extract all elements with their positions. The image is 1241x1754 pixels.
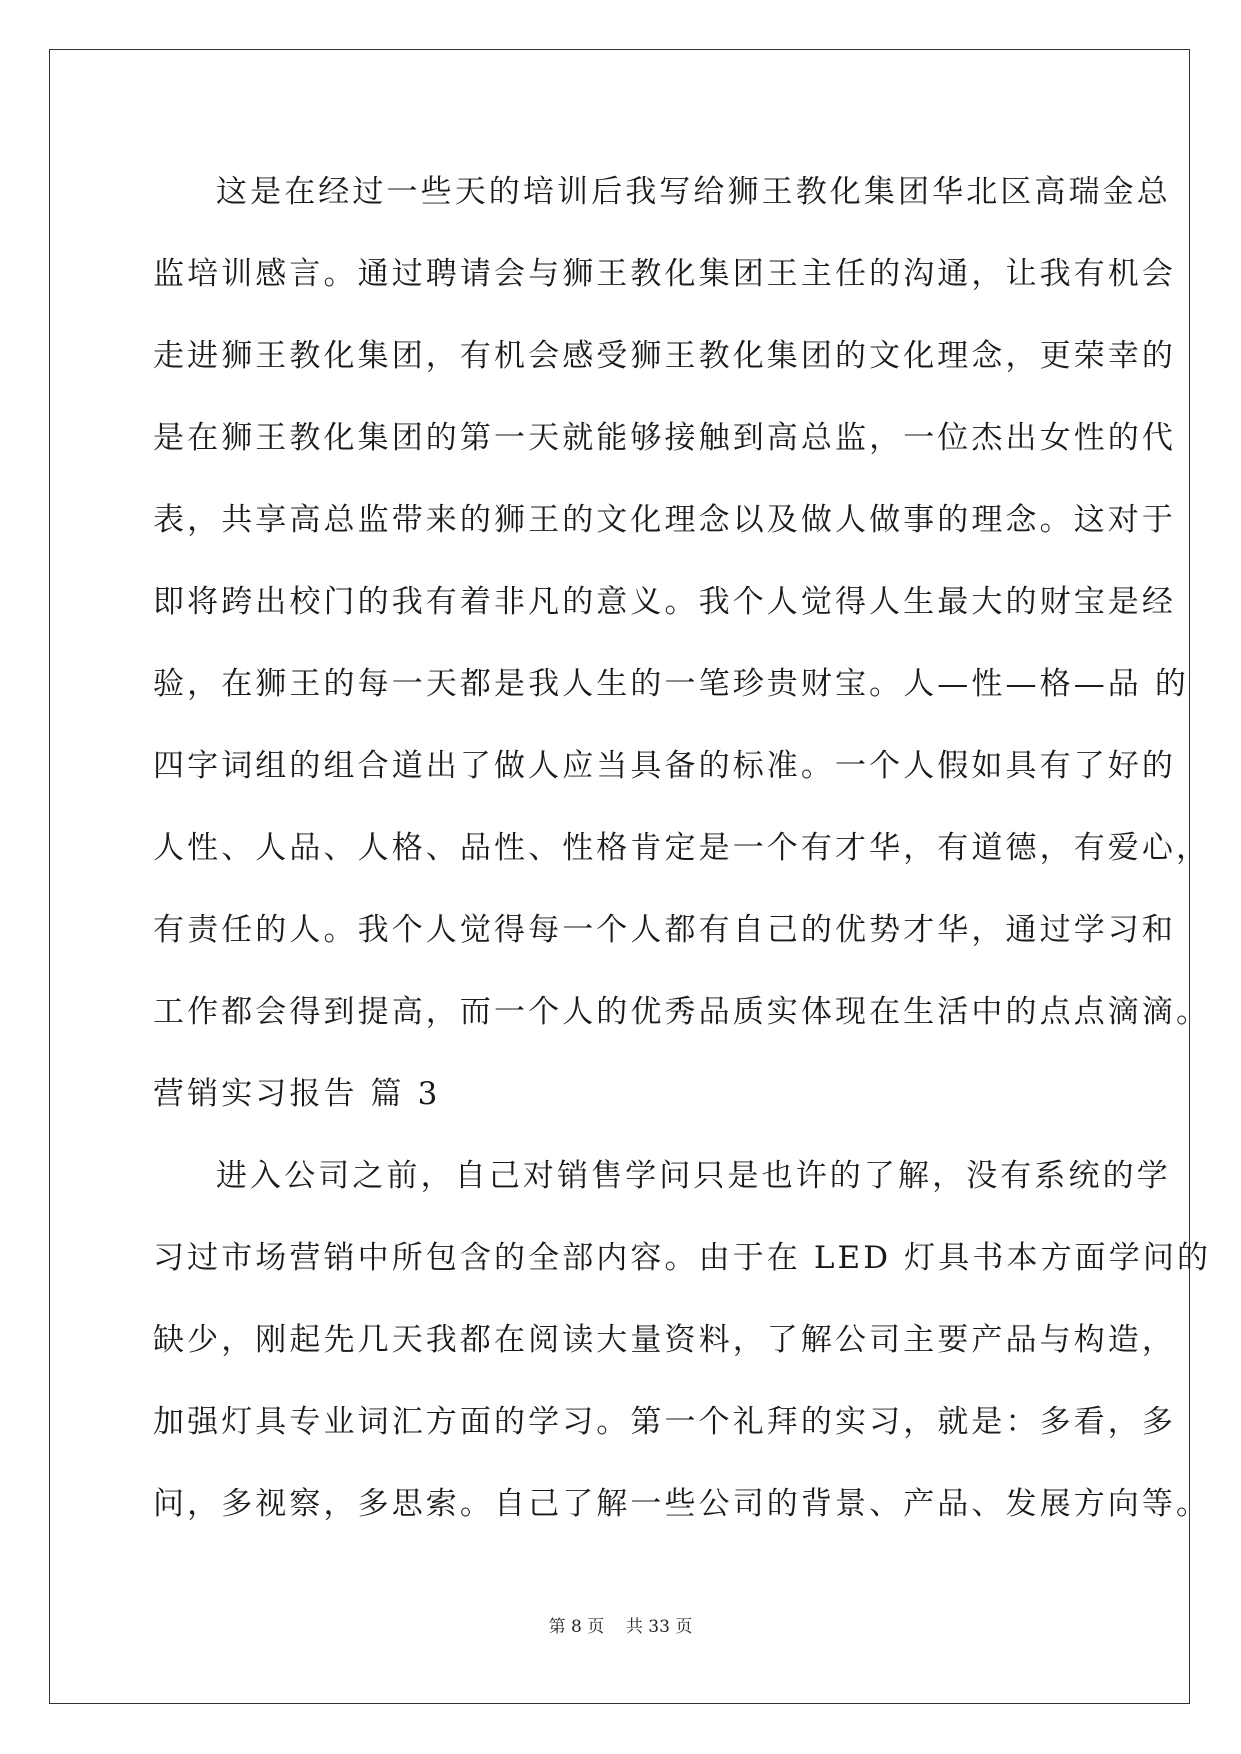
document-body — [153, 164, 1212, 1558]
paragraph-line: 监培训感言。通过聘请会与狮王教化集团王主任的沟通，让我有机会 — [153, 256, 1176, 292]
paragraph-line: 表，共享高总监带来的狮王的文化理念以及做人做事的理念。这对于 — [153, 502, 1176, 538]
paragraph-line: 缺少，刚起先几天我都在阅读大量资料，了解公司主要产品与构造， — [153, 1322, 1176, 1358]
paragraph-line: 四字词组的组合道出了做人应当具备的标准。一个人假如具有了好的 — [153, 748, 1176, 784]
paragraph-line: 验，在狮王的每一天都是我人生的一笔珍贵财宝。人—性—格—品 的 — [153, 666, 1189, 702]
paragraph-line: 走进狮王教化集团，有机会感受狮王教化集团的文化理念，更荣幸的 — [153, 338, 1176, 374]
paragraph-line: 工作都会得到提高，而一个人的优秀品质实体现在生活中的点点滴滴。 — [153, 994, 1211, 1030]
section-heading: 营销实习报告 篇 3 — [153, 1076, 441, 1112]
paragraph-line: 有责任的人。我个人觉得每一个人都有自己的优势才华，通过学习和 — [153, 912, 1176, 948]
page-number: 第 8 页 共 33 页 — [548, 1617, 693, 1637]
paragraph-line: 即将跨出校门的我有着非凡的意义。我个人觉得人生最大的财宝是经 — [153, 584, 1176, 620]
paragraph-line: 问，多视察，多思索。自己了解一些公司的背景、产品、发展方向等。 — [153, 1486, 1211, 1522]
paragraph-line: 这是在经过一些天的培训后我写给狮王教化集团华北区高瑞金总 — [216, 174, 1171, 210]
paragraph-line: 人性、人品、人格、品性、性格肯定是一个有才华，有道德，有爱心， — [153, 830, 1211, 866]
paragraph-line: 是在狮王教化集团的第一天就能够接触到高总监，一位杰出女性的代 — [153, 420, 1176, 456]
paragraph-line: 加强灯具专业词汇方面的学习。第一个礼拜的实习，就是：多看，多 — [153, 1404, 1176, 1440]
paragraph-line: 进入公司之前，自己对销售学问只是也许的了解，没有系统的学 — [216, 1158, 1171, 1194]
paragraph-line: 习过市场营销中所包含的全部内容。由于在 LED 灯具书本方面学问的 — [153, 1240, 1212, 1276]
